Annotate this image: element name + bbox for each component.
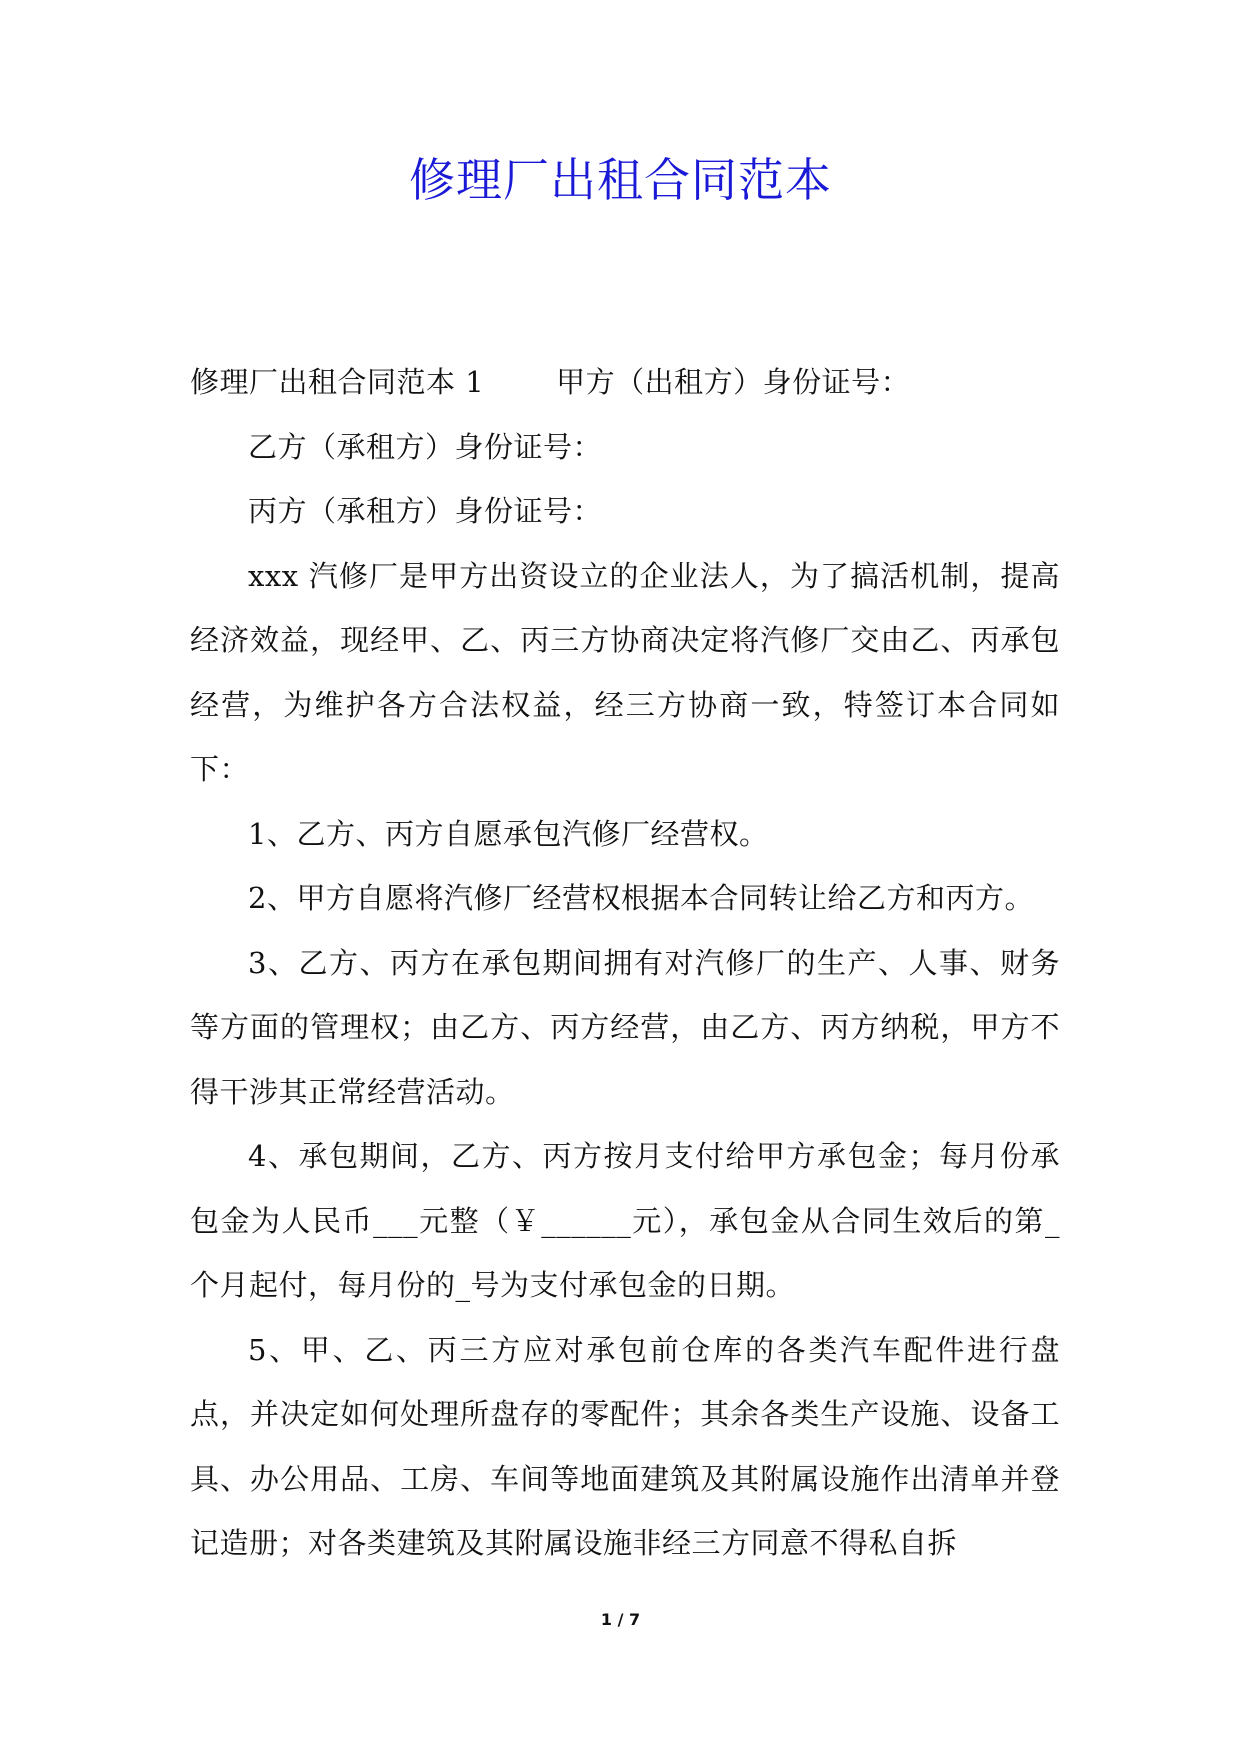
clause-1: 1、乙方、丙方自愿承包汽修厂经营权。: [248, 816, 769, 851]
clause-3: 3、乙方、丙方在承包期间拥有对汽修厂的生产、人事、财务等方面的管理权；由乙方、丙方经营，由乙方、丙方纳税，甲方不得干涉其正常经营活动。: [190, 945, 1060, 1109]
clause-2: 2、甲方自愿将汽修厂经营权根据本合同转让给乙方和丙方。: [248, 881, 1034, 915]
party-b-id-line: 乙方（承租方）身份证号：: [248, 429, 603, 464]
clause-5: 5、甲、乙、丙三方应对承包前仓库的各类汽车配件进行盘点，并决定如何处理所盘存的零配件；其余各类生产设施、设备工具、办公用品、工房、车间等地面建筑及其附属设施作出清单并登记造册；对各类建筑及其附属设施非经三方同意不得私自拆: [190, 1332, 1060, 1560]
party-c-id-line: 丙方（承租方）身份证号：: [248, 494, 603, 528]
intro-paragraph: [190, 350, 1060, 415]
party-a-id-line: 甲方（出租方）身份证号：: [556, 365, 911, 399]
document-body: [190, 350, 1060, 1576]
clause-4: 4、承包期间，乙方、丙方按月支付给甲方承包金；每月份承包金为人民币___元整（￥______元），承包金从合同生效后的第_个月起付，每月份的_号为支付承包金的日期。: [190, 1139, 1060, 1302]
document-title: 修理厂出租合同范本: [409, 153, 832, 207]
intro-heading: 修理厂出租合同范本 1: [190, 365, 485, 399]
preamble-paragraph: xxx 汽修厂是甲方出资设立的企业法人，为了搞活机制，提高经济效益，现经甲、乙、丙三方协商决定将汽修厂交由乙、丙承包经营，为维护各方合法权益，经三方协商一致，特签订本合同如下：: [190, 558, 1060, 786]
page-number: 1 / 7: [600, 1610, 641, 1629]
